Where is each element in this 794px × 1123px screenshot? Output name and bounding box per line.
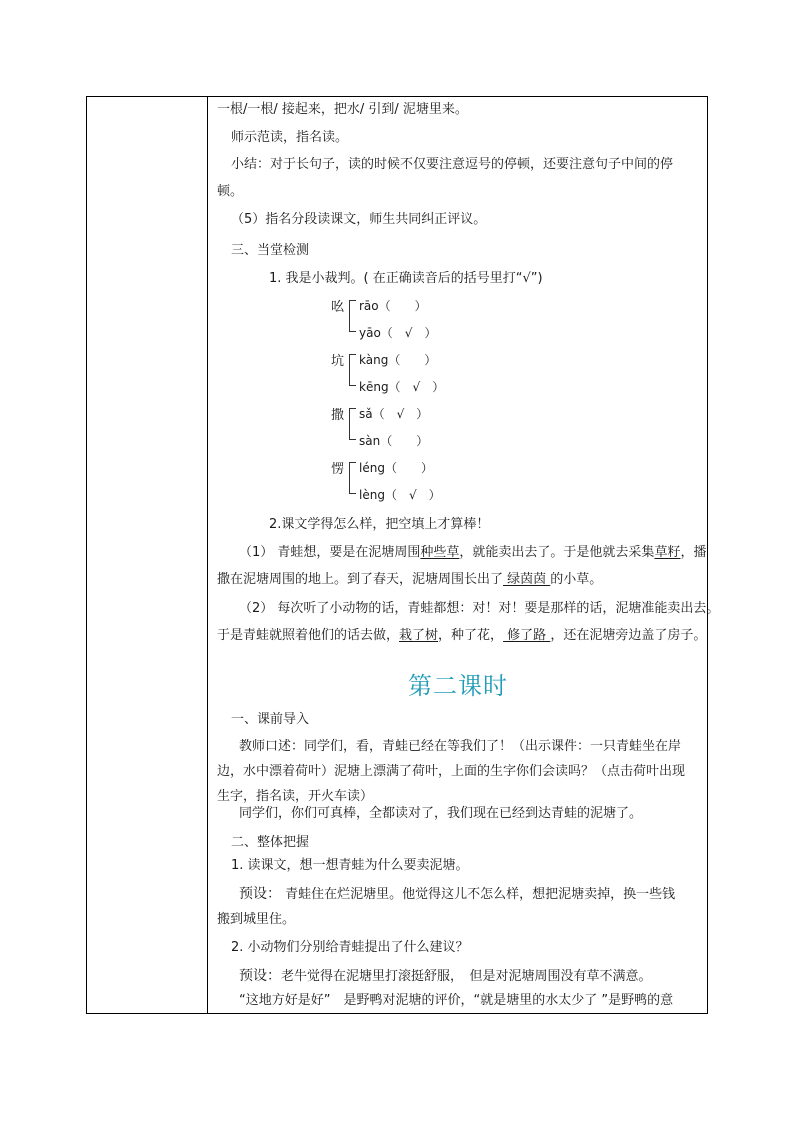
- quiz-option: sǎ（ √ ）: [359, 407, 429, 421]
- fill-line: （2） 每次听了小动物的话，青蛙都想：对！对！要是那样的话，泥塘准能卖出去。: [239, 601, 720, 616]
- quiz-option: rāo（ ）: [359, 299, 427, 313]
- quiz-char: 吆: [331, 300, 345, 315]
- fill-title: 2.课文学得怎么样，把空填上才算棒！: [269, 517, 490, 532]
- quiz-option: léng（ ）: [359, 461, 433, 475]
- quiz-instruction: 1. 我是小裁判。( 在正确读音后的括号里打“√”): [269, 271, 543, 286]
- quiz-char: 坑: [331, 354, 345, 369]
- quiz-option: lèng（ √ ）: [359, 488, 441, 502]
- text-line: 师示范读，指名读。: [231, 130, 349, 145]
- answer-blank: 修了路: [503, 628, 551, 643]
- text-line: 边，水中漂着荷叶）泥塘上漂满了荷叶，上面的生字你们会读吗？（点击荷叶出现: [217, 764, 686, 779]
- fill-line: 于是青蛙就照着他们的话去做，栽了树，种了花， 修了路 ，还在泥塘旁边盖了房子。: [217, 628, 707, 643]
- brace-icon: [349, 462, 356, 494]
- section-title: 三、当堂检测: [231, 243, 310, 258]
- section-title: 一、课前导入: [231, 712, 310, 727]
- text-line: 同学们，你们可真棒，全都读对了，我们现在已经到达青蛙的泥塘了。: [239, 806, 643, 821]
- question: 1. 读课文，想一想青蛙为什么要卖泥塘。: [231, 858, 469, 873]
- answer-blank: 栽了树: [399, 628, 439, 643]
- lesson-heading: 第二课时: [408, 672, 508, 700]
- lesson-table: [86, 96, 720, 1014]
- fill-line: 撒在泥塘周围的地上。到了春天，泥塘周围长出了 绿茵茵 的小草。: [217, 572, 603, 587]
- preset-label: 预设：: [239, 968, 281, 984]
- fill-line: （1） 青蛙想，要是在泥塘周围种些草，就能卖出去了。于是他就去采集草籽，播: [239, 545, 707, 560]
- text-line: 生字，指名读，开火车读）: [217, 789, 374, 804]
- lesson-content: [209, 97, 720, 1013]
- text-line: （5）指名分段读课文，师生共同纠正评议。: [231, 212, 487, 227]
- answer-blank: 草籽: [654, 545, 681, 560]
- text-line: 一根/一根/ 接起来，把水/ 引到/ 泥塘里来。: [217, 102, 468, 117]
- quiz-option: sàn（ ）: [359, 434, 429, 448]
- answer-blank: 种些草: [420, 545, 460, 560]
- quiz-char: 愣: [331, 462, 345, 477]
- quiz-char: 撒: [331, 408, 345, 423]
- answer-blank: 绿茵茵: [503, 572, 551, 587]
- quiz-option: kàng（ ）: [359, 353, 437, 367]
- question: 2. 小动物们分别给青蛙提出了什么建议？: [231, 940, 469, 955]
- brace-icon: [349, 408, 356, 440]
- quiz-option: yāo（ √ ）: [359, 326, 437, 340]
- brace-icon: [349, 300, 356, 332]
- answer-line: 预设： 青蛙住在烂泥塘里。他觉得这儿不怎么样，想把泥塘卖掉，换一些钱: [239, 886, 676, 902]
- left-column: [87, 97, 208, 1013]
- brace-icon: [349, 354, 356, 386]
- text-line: 小结：对于长句子，读的时候不仅要注意逗号的停顿，还要注意句子中间的停: [231, 157, 674, 172]
- answer-line: 搬到城里住。: [217, 912, 296, 927]
- section-title: 二、整体把握: [231, 835, 310, 850]
- quiz-option: kēng（ √ ）: [359, 380, 445, 394]
- text-line: 教师口述：同学们，看，青蛙已经在等我们了！（出示课件：一只青蛙坐在岸: [239, 739, 682, 754]
- answer-line: 预设：老牛觉得在泥塘里打滚挺舒服， 但是对泥塘周围没有草不满意。: [239, 968, 652, 984]
- text-line: 顿。: [217, 184, 244, 199]
- answer-line: “这地方好是好” 是野鸭对泥塘的评价，“就是塘里的水太少了 ”是野鸭的意: [239, 993, 674, 1008]
- preset-label: 预设：: [239, 886, 281, 902]
